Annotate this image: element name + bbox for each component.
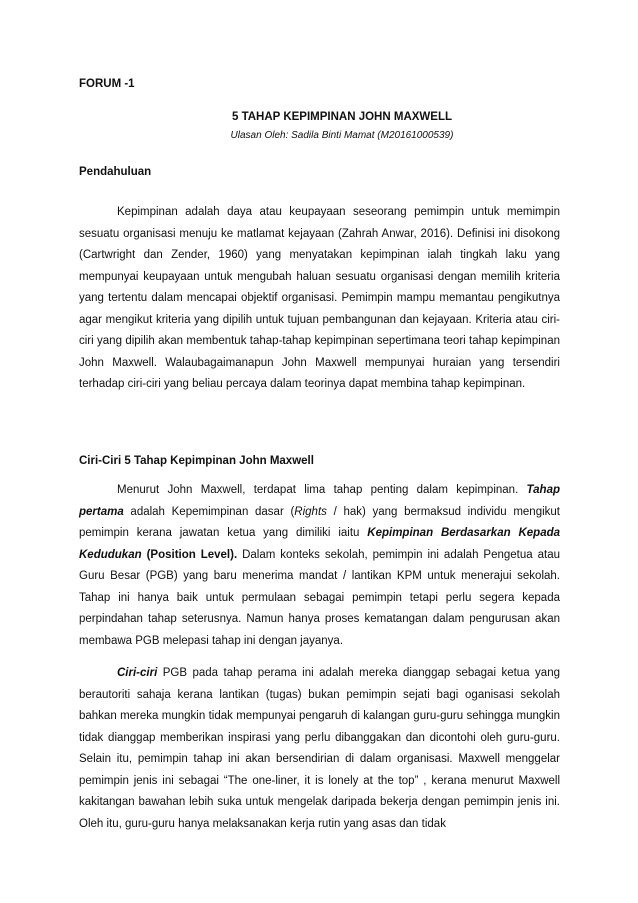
text-run: PGB pada tahap perama ini adalah mereka dianggap sebagai ketua yang berautoriti sahaja kerana lantikan (tugas) bukan pemimpin sejati bagi oganisasi sekolah bahkan mereka mungkin tidak mempunyai pengaruh di kalangan guru-guru sehingga mungkin tidak dianggap memberikan inspirasi yang perlu dibanggakan dan dicontohi oleh guru-guru. Selain itu, pemimpin tahap ini akan bersendirian di dalam organisasi. Maxwell menggelar pemimpin jenis ini sebagai “The one-liner, it is lonely at the top” , kerana menurut Maxwell kakitangan bawahan lebih suka untuk mengelak daripada bekerja dengan pemimpin jenis ini. Oleh itu, guru-guru hanya melaksanakan kerja rutin yang asas dan tidak — [79, 667, 560, 830]
paragraph-text: Kepimpinan adalah daya atau keupayaan seseorang pemimpin untuk memimpin sesuatu organisasi menuju ke matlamat kejayaan (Zahrah Anwar, 2016). Definisi ini disokong (Cartwright dan Zender, 1960) yang menyatakan kepimpinan ialah tingkah laku yang mempunyai keupayaan untuk mengubah haluan sesuatu organisasi dengan memilih kriteria yang tertentu dalam mencapai objektif organisasi. Pemimpin mampu memantau pengikutnya agar mengikut kriteria yang dipilih untuk tujuan pembangunan dan kejayaan. Kriteria atau ciri-ciri yang dipilih akan membentuk tahap-tahap kepimpinan sepertimana teori tahap kepimpinan John Maxwell. Walaubagaimanapun John Maxwell mempunyai huraian yang tersendiri terhadap ciri-ciri yang beliau percaya dalam teorinya dapat membina tahap kepimpinan. — [79, 206, 560, 390]
paragraph-pendahuluan — [79, 202, 560, 396]
paragraph-ciri-ciri — [79, 663, 560, 835]
text-run: adalah Kepemimpinan dasar ( — [123, 505, 295, 518]
author-line: Ulasan Oleh: Sadila Binti Mamat (M20161000539) — [230, 130, 454, 141]
emphasis-tahap-pertama: Tahap pertama — [79, 484, 560, 518]
emphasis-position-level: (Position Level). — [141, 548, 238, 561]
section-heading-ciri-ciri: Ciri-Ciri 5 Tahap Kepimpinan John Maxwell — [79, 455, 314, 467]
document-title: 5 TAHAP KEPIMPINAN JOHN MAXWELL — [231, 111, 452, 123]
section-heading-pendahuluan: Pendahuluan — [79, 166, 152, 178]
emphasis-kepimpinan-kedudukan: Kepimpinan Berdasarkan Kepada Kedudukan — [79, 527, 561, 561]
text-run: / hak) yang bermaksud individu mengikut pemimpin kerana jawatan ketua yang dimiliki iaitu — [79, 505, 560, 539]
forum-label: FORUM -1 — [79, 78, 135, 90]
text-run: Menurut John Maxwell, terdapat lima tahap penting dalam kepimpinan. — [117, 484, 527, 496]
emphasis-rights: Rights — [294, 505, 327, 518]
text-run: Dalam konteks sekolah, pemimpin ini adalah Pengetua atau Guru Besar (PGB) yang baru menerima mandat / lantikan KPM untuk menerajui sekolah. Tahap ini hanya baik untuk permulaan sebagai pemimpin tetapi perlu segera kepada perpindahan tahap seterusnya. Namun hanya proses kematangan dalam pengurusan akan membawa PGB melepasi tahap ini dengan jayanya. — [79, 548, 560, 647]
paragraph-tahap-pertama — [79, 480, 560, 652]
emphasis-ciri-ciri: Ciri-ciri — [117, 667, 158, 679]
